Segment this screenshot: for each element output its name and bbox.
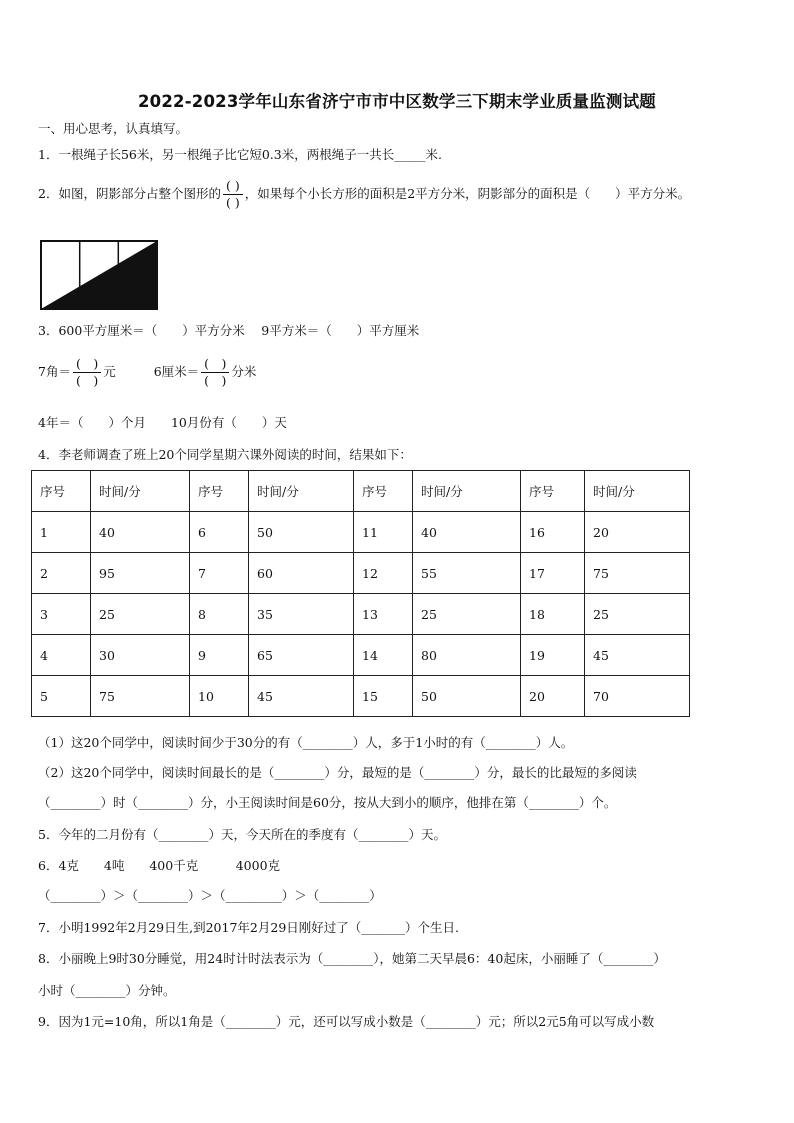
header-cell: 时间/分 [249, 471, 354, 512]
header-cell: 时间/分 [91, 471, 190, 512]
header-cell: 时间/分 [413, 471, 521, 512]
table-cell: 9 [190, 635, 249, 676]
table-cell: 4 [32, 635, 91, 676]
table-cell: 5 [32, 676, 91, 717]
question-2-text-after: ，如果每个小长方形的面积是2平方分米，阴影部分的面积是（ ）平方分米。 [244, 186, 691, 201]
fraction-numerator: ( ) [75, 356, 99, 371]
question-8-line-1: 8．小丽晚上9时30分睡觉，用24时计时法表示为（________），她第二天早晨6：40起床，小丽睡了（________） [38, 951, 666, 966]
question-3-line-1: 3．600平方厘米＝（ ）平方分米 9平方米＝（ ）平方厘米 [38, 323, 420, 338]
question-3-line-3: 4年＝（ ）个月 10月份有（ ）天 [38, 415, 287, 430]
question-5: 5．今年的二月份有（________）天，今天所在的季度有（________）天。 [38, 827, 446, 842]
table-row [32, 553, 690, 594]
table-cell: 2 [32, 553, 91, 594]
table-cell: 19 [521, 635, 585, 676]
cm-unit: 分米 [231, 364, 257, 379]
question-4-sub-1: （1）这20个同学中，阅读时间少于30分的有（________）人，多于1小时的有（________）人。 [38, 735, 574, 750]
question-1: 1．一根绳子长56米，另一根绳子比它短0.3米，两根绳子一共长_____米. [38, 147, 442, 162]
question-4-sub-2b: （________）时（________）分，小王阅读时间是60分，按从大到小的顺序，他排在第（________）个。 [38, 795, 617, 810]
table-cell: 40 [413, 512, 521, 553]
question-7: 7．小明1992年2月29日生,到2017年2月29日刚好过了（_______）个生日. [38, 920, 459, 935]
header-cell: 序号 [32, 471, 91, 512]
table-cell: 10 [190, 676, 249, 717]
table-row [32, 594, 690, 635]
table-cell: 1 [32, 512, 91, 553]
table-cell: 50 [413, 676, 521, 717]
table-cell: 3 [32, 594, 91, 635]
table-cell: 40 [91, 512, 190, 553]
table-cell: 80 [413, 635, 521, 676]
header-cell: 序号 [354, 471, 413, 512]
question-4-sub-2a: （2）这20个同学中，阅读时间最长的是（________）分，最短的是（________）分，最长的比最短的多阅读 [38, 765, 637, 780]
table-cell: 30 [91, 635, 190, 676]
cm-fraction [201, 356, 229, 389]
page-title: 2022-2023学年山东省济宁市市中区数学三下期末学业质量监测试题 [138, 92, 656, 111]
table-cell: 75 [91, 676, 190, 717]
table-cell: 55 [413, 553, 521, 594]
table-row [32, 676, 690, 717]
table-cell: 70 [585, 676, 690, 717]
jiao-fraction [73, 356, 101, 389]
fraction-denominator: ( ) [225, 195, 240, 210]
table-cell: 20 [585, 512, 690, 553]
table-cell: 25 [413, 594, 521, 635]
table-cell: 11 [354, 512, 413, 553]
shaded-rectangle-figure [40, 240, 158, 310]
question-6-compare: （________）＞（________）＞（_________）＞（________） [38, 888, 382, 903]
table-cell: 35 [249, 594, 354, 635]
question-2-text-before: 2．如图，阴影部分占整个图形的 [38, 186, 221, 201]
table-row [32, 635, 690, 676]
table-cell: 25 [91, 594, 190, 635]
question-8-line-2: 小时（________）分钟。 [38, 983, 176, 998]
table-cell: 20 [521, 676, 585, 717]
cm-label: 6厘米＝ [153, 364, 200, 379]
question-2-fraction [223, 178, 243, 211]
reading-time-table [31, 470, 690, 717]
header-cell: 时间/分 [585, 471, 690, 512]
fraction-denominator: ( ) [75, 373, 99, 388]
table-cell: 16 [521, 512, 585, 553]
table-cell: 25 [585, 594, 690, 635]
fraction-denominator: ( ) [204, 373, 227, 388]
table-cell: 50 [249, 512, 354, 553]
question-2 [38, 178, 690, 211]
table-header-row [32, 471, 690, 512]
table-cell: 45 [249, 676, 354, 717]
table-cell: 12 [354, 553, 413, 594]
table-cell: 13 [354, 594, 413, 635]
question-6-items: 6．4克 4吨 400千克 4000克 [38, 858, 281, 873]
fraction-numerator: ( ) [225, 178, 240, 193]
table-cell: 75 [585, 553, 690, 594]
table-cell: 8 [190, 594, 249, 635]
header-cell: 序号 [521, 471, 585, 512]
table-cell: 60 [249, 553, 354, 594]
table-cell: 7 [190, 553, 249, 594]
table-cell: 14 [354, 635, 413, 676]
table-cell: 45 [585, 635, 690, 676]
table-cell: 65 [249, 635, 354, 676]
table-cell: 95 [91, 553, 190, 594]
table-cell: 6 [190, 512, 249, 553]
fraction-numerator: ( ) [204, 356, 227, 371]
table-cell: 15 [354, 676, 413, 717]
question-3-line-2 [38, 356, 256, 389]
jiao-label: 7角＝ [38, 364, 71, 379]
jiao-unit: 元 [103, 364, 116, 379]
table-cell: 17 [521, 553, 585, 594]
section-heading: 一、用心思考，认真填写。 [38, 121, 189, 136]
table-cell: 18 [521, 594, 585, 635]
question-9: 9．因为1元=10角，所以1角是（________）元，还可以写成小数是（________）元；所以2元5角可以写成小数 [38, 1014, 655, 1029]
question-4-intro: 4．李老师调查了班上20个同学星期六课外阅读的时间，结果如下： [38, 447, 412, 462]
header-cell: 序号 [190, 471, 249, 512]
table-row [32, 512, 690, 553]
